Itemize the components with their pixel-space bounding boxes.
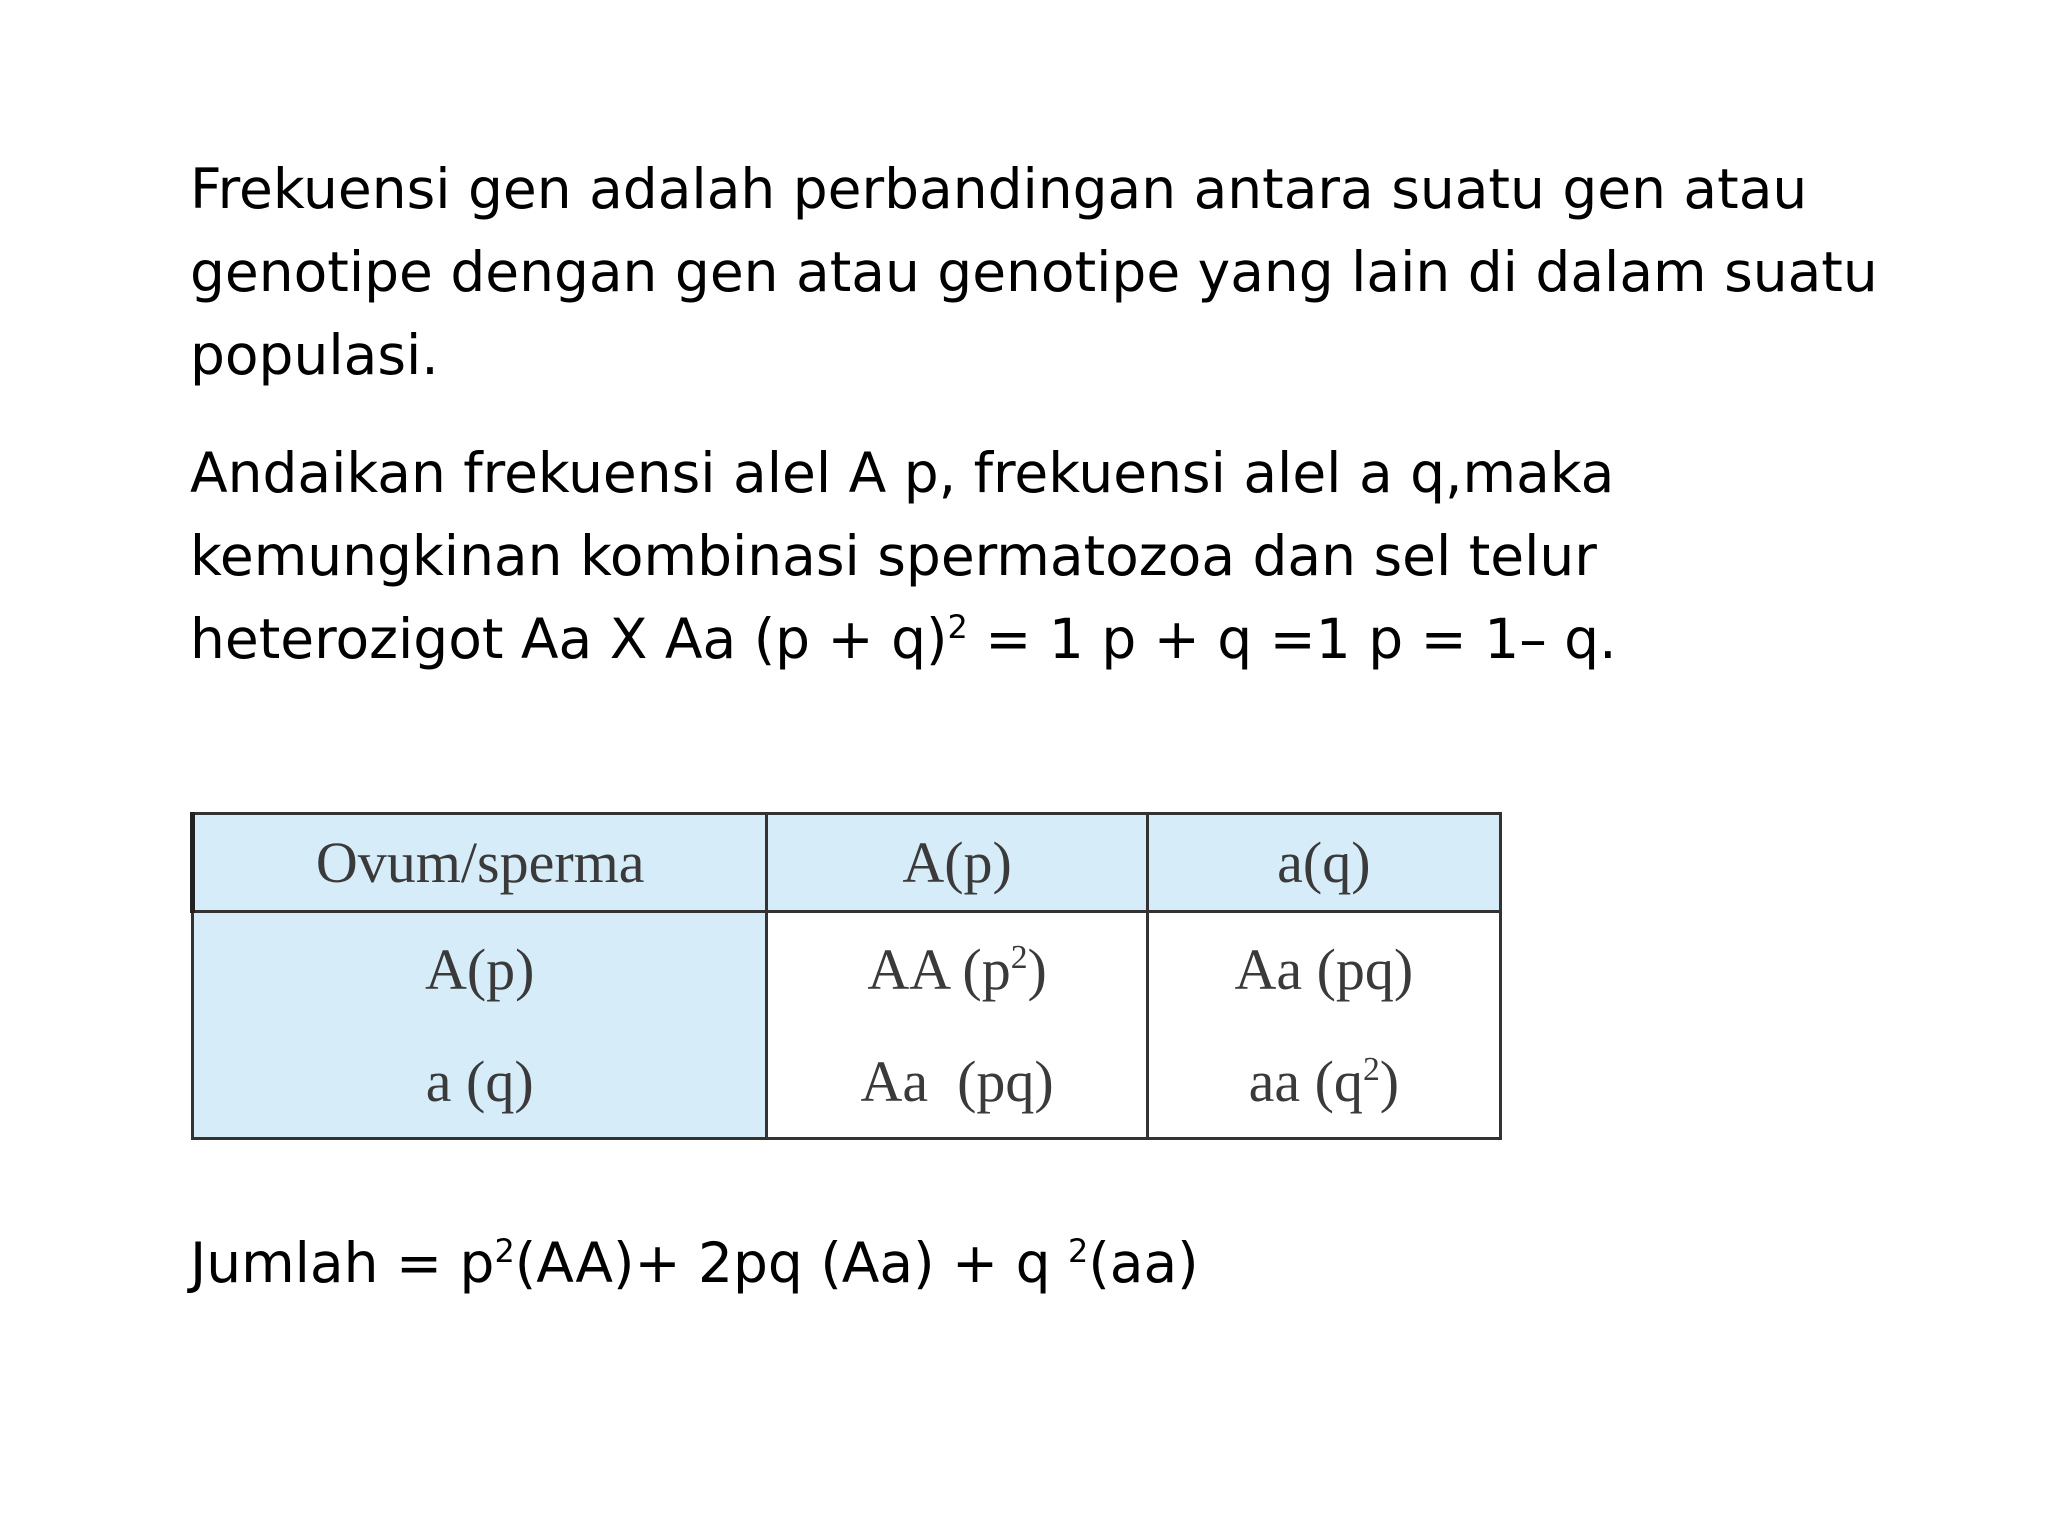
cell-aa: [1147, 1025, 1500, 1139]
sum-middle: (AA)+ 2pq (Aa) + q: [514, 1231, 1069, 1295]
allele-line-2: kemungkinan kombinasi spermatozoa dan sel telur: [190, 524, 1597, 588]
cell-Aa-top: [1147, 912, 1500, 1026]
sum-exponent-1: 2: [494, 1232, 515, 1271]
cell-AA-close: ): [1027, 936, 1047, 1002]
cell-AA: [767, 912, 1147, 1026]
header-allele-a: a(q): [1147, 814, 1500, 912]
cell-AA-exponent: 2: [1010, 938, 1028, 976]
cell-Aa-bottom-text: Aa (pq): [860, 1048, 1054, 1114]
sum-exponent-2: 2: [1068, 1232, 1089, 1271]
definition-line-3: populasi.: [190, 323, 439, 387]
cell-Aa-bottom: [767, 1025, 1147, 1139]
sum-suffix: (aa): [1088, 1231, 1199, 1295]
definition-paragraph: [190, 148, 1878, 397]
allele-line-3-rest: = 1 p + q =1 p = 1– q.: [967, 607, 1617, 671]
punnett-table: [190, 812, 1502, 1140]
cell-aa-text: aa (q: [1248, 1048, 1363, 1114]
definition-line-1: Frekuensi gen adalah perbandingan antara suatu gen atau: [190, 157, 1808, 221]
allele-line-1: Andaikan frekuensi alel A p, frekuensi alel a q,maka: [190, 441, 1615, 505]
cell-aa-close: ): [1379, 1048, 1400, 1114]
cell-Aa-top-text: Aa (pq): [1234, 936, 1414, 1002]
sum-prefix: Jumlah = p: [190, 1231, 495, 1295]
cell-AA-text: AA (p: [867, 936, 1011, 1002]
allele-frequency-paragraph: [190, 432, 1617, 681]
row-label-a: a (q): [193, 1025, 767, 1139]
cell-aa-exponent: 2: [1362, 1050, 1380, 1088]
table-header-row: [193, 814, 1501, 912]
allele-line-3: [190, 598, 1617, 681]
row-label-A: A(p): [193, 912, 767, 1026]
allele-line-3-text: heterozigot Aa X Aa (p + q): [190, 607, 948, 671]
punnett-table-wrapper: [190, 812, 1502, 1130]
table-row: [193, 912, 1501, 1026]
allele-line-3-exponent: 2: [947, 608, 968, 647]
header-allele-A: A(p): [767, 814, 1147, 912]
table-row: [193, 1025, 1501, 1139]
sum-formula: [190, 1222, 1199, 1305]
header-ovum-sperma: Ovum/sperma: [193, 814, 767, 912]
definition-line-2: genotipe dengan gen atau genotipe yang lain di dalam suatu: [190, 240, 1878, 304]
